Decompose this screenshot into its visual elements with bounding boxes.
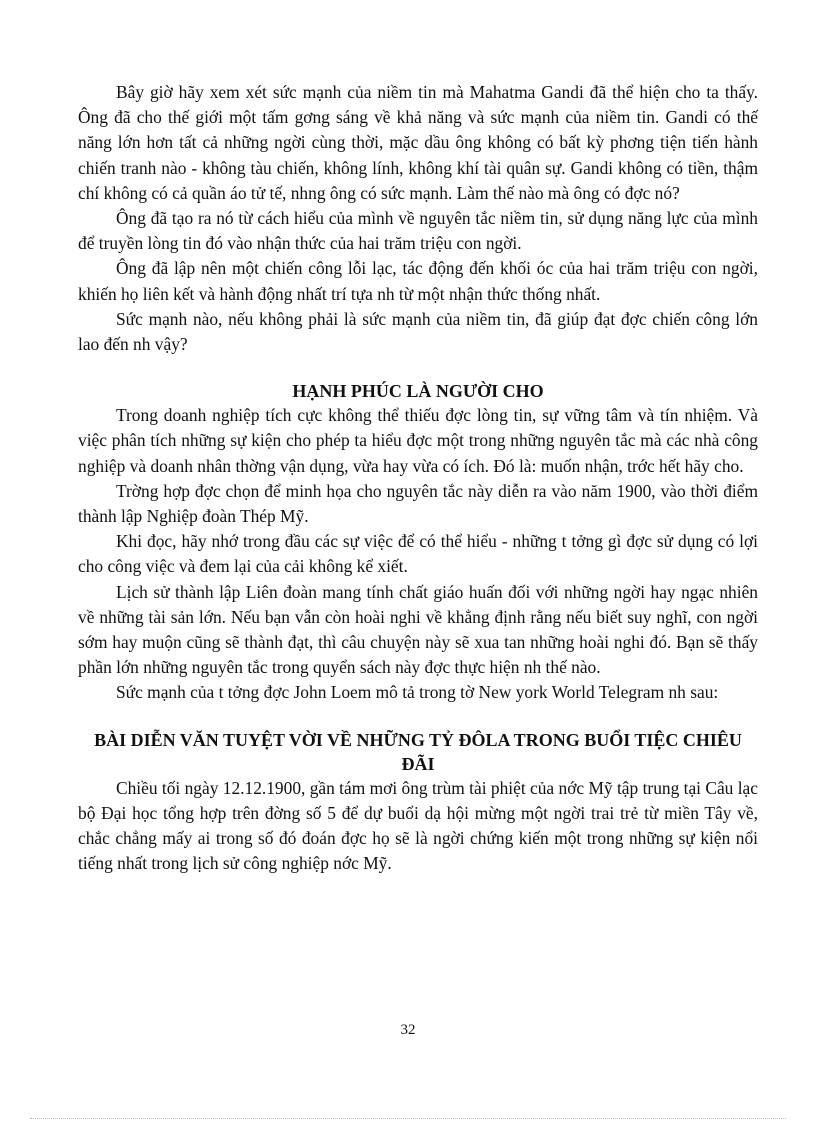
intro-section	[78, 80, 758, 357]
paragraph: Lịch sử thành lập Liên đoàn mang tính chất giáo huấn đối với những ngời hay ngạc nhiên về những tài sản lớn. Nếu bạn vẫn còn hoài nghi về khẳng định rằng nếu biết suy nghĩ, con ngời sớm hay muộn cũng sẽ thành đạt, thì câu chuyện này sẽ xua tan những hoài nghi đó. Bạn sẽ thấy phần lớn những nguyên tắc trong quyển sách này đợc thực hiện nh thế nào.	[78, 581, 758, 678]
paragraph: Bây giờ hãy xem xét sức mạnh của niềm tin mà Mahatma Gandi đã thể hiện cho ta thấy. Ông đã cho thế giới một tấm gơng sáng về khả năng và sức mạnh của niềm tin. Gandi có thế năng lớn hơn tất cả những ngời cùng thời, mặc dầu ông không có bất kỳ phơng tiện tiến hành chiến tranh nào - không tàu chiến, không lính, không khí tài quân sự. Gandi không có tiền, thậm chí không có cả quần áo tử tế, nhng ông có sức mạnh. Làm thế nào mà ông có đợc nó?	[78, 82, 758, 203]
paragraph: Trờng hợp đợc chọn để minh họa cho nguyên tắc này diễn ra vào năm 1900, vào thời điểm thành lập Nghiệp đoàn Thép Mỹ.	[78, 480, 758, 527]
paragraph: Ông đã lập nên một chiến công lỗi lạc, tác động đến khối óc của hai trăm triệu con ngời, khiến họ liên kết và hành động nhất trí tựa nh từ một nhận thức thống nhất.	[78, 258, 758, 304]
document-page	[78, 80, 758, 876]
paragraph: Khi đọc, hãy nhớ trong đầu các sự việc để có thể hiểu - những t tởng gì đợc sử dụng có lợi cho công việc và đem lại của cải không kể xiết.	[78, 531, 758, 577]
paragraph: Chiều tối ngày 12.12.1900, gần tám mơi ông trùm tài phiệt của nớc Mỹ tập trung tại Câu lạc bộ Đại học tổng hợp trên đờng số 5 để dự buổi dạ hội mừng một ngời trai trẻ từ miền Tây về, chắc chẳng mấy ai trong số đó đoán đợc họ sẽ là ngời chứng kiến một trong những sự kiện nổi tiếng nhất trong lịch sử công nghiệp nớc Mỹ.	[78, 777, 758, 874]
paragraph: Ông đã tạo ra nó từ cách hiểu của mình về nguyên tắc niềm tin, sử dụng năng lực của mình để truyền lòng tin đó vào nhận thức của hai trăm triệu con ngời.	[78, 208, 758, 254]
section-heading-speech: BÀI DIỄN VĂN TUYỆT VỜI VỀ NHỮNG TỶ ĐÔLA TRONG BUỔI TIỆC CHIÊU ĐÃI	[94, 729, 742, 774]
paragraph: Trong doanh nghiệp tích cực không thể thiếu đợc lòng tin, sự vững tâm và tín nhiệm. Và việc phân tích những sự kiện cho phép ta hiểu đợc một trong những nguyên tắc mà các nhà công nghiệp và doanh nhân thờng vận dụng, vừa hay vừa có ích. Đó là: muốn nhận, trớc hết hãy cho.	[78, 405, 758, 476]
speech-section	[78, 776, 758, 877]
section-heading-happiness: HẠNH PHÚC LÀ NGƯỜI CHO	[292, 381, 544, 402]
paragraph: Sức mạnh nào, nếu không phải là sức mạnh của niềm tin, đã giúp đạt đợc chiến công lớn lao đến nh vậy?	[78, 308, 758, 355]
happiness-section	[78, 403, 758, 705]
footer-divider	[30, 1118, 786, 1119]
page-number: 32	[400, 1022, 416, 1038]
paragraph: Sức mạnh của t tởng đợc John Loem mô tả trong tờ New york World Telegram nh sau:	[116, 682, 719, 703]
